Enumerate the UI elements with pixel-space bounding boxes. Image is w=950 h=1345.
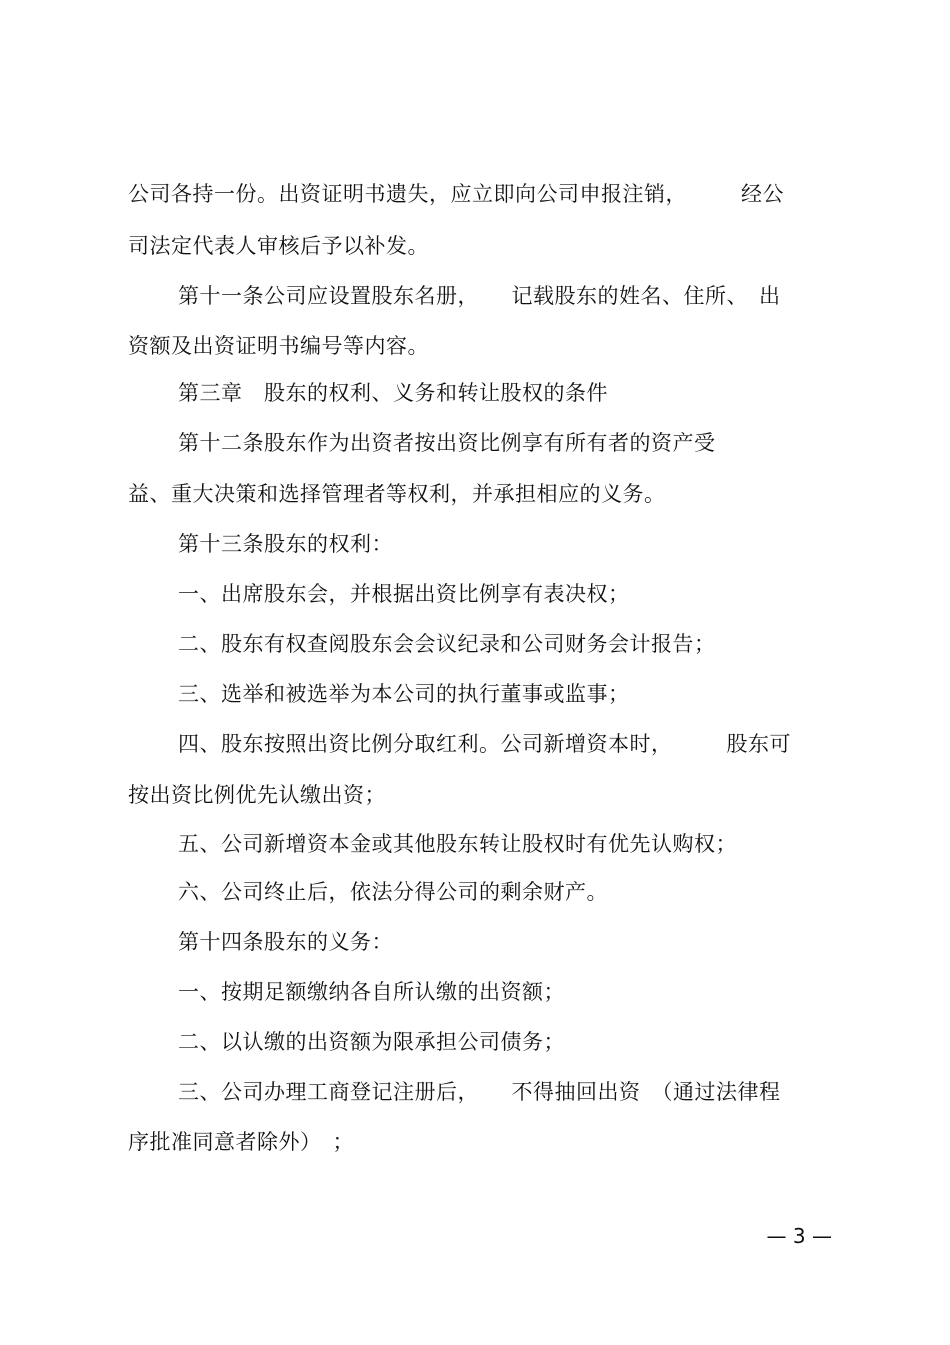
text-line: 益、重大决策和选择管理者等权利，并承担相应的义务。 [128, 482, 666, 506]
article-11: 第十一条公司应设置股东名册， 记载股东的姓名、住所、 出 [178, 284, 781, 308]
list-item: 三、选举和被选举为本公司的执行董事或监事； [178, 682, 630, 706]
article-14: 第十四条股东的义务： [178, 930, 393, 954]
text-line: 资额及出资证明书编号等内容。 [128, 334, 429, 358]
text-line: 按出资比例优先认缴出资； [128, 783, 386, 807]
text-line: 司法定代表人审核后予以补发。 [128, 234, 429, 258]
list-item: 一、出席股东会，并根据出资比例享有表决权； [178, 582, 630, 606]
article-13: 第十三条股东的权利： [178, 532, 393, 556]
list-item: 二、股东有权查阅股东会会议纪录和公司财务会计报告； [178, 632, 716, 656]
text-line: 序批准同意者除外） ； [128, 1130, 354, 1154]
list-item: 六、公司终止后，依法分得公司的剩余财产。 [178, 880, 608, 904]
list-item: 四、股东按照出资比例分取红利。公司新增资本时， 股东可 [178, 732, 791, 756]
list-item: 五、公司新增资本金或其他股东转让股权时有优先认购权； [178, 832, 737, 856]
text-line: 公司各持一份。出资证明书遗失，应立即向公司申报注销， 经公 [128, 182, 784, 206]
chapter-heading: 第三章 股东的权利、义务和转让股权的条件 [178, 381, 608, 405]
list-item: 二、以认缴的出资额为限承担公司债务； [178, 1030, 565, 1054]
list-item: 三、公司办理工商登记注册后， 不得抽回出资 （通过法律程 [178, 1080, 781, 1104]
page-number: — 3 — [766, 1224, 832, 1248]
list-item: 一、按期足额缴纳各自所认缴的出资额； [178, 980, 565, 1004]
article-12: 第十二条股东作为出资者按出资比例享有所有者的资产受 [178, 431, 716, 455]
